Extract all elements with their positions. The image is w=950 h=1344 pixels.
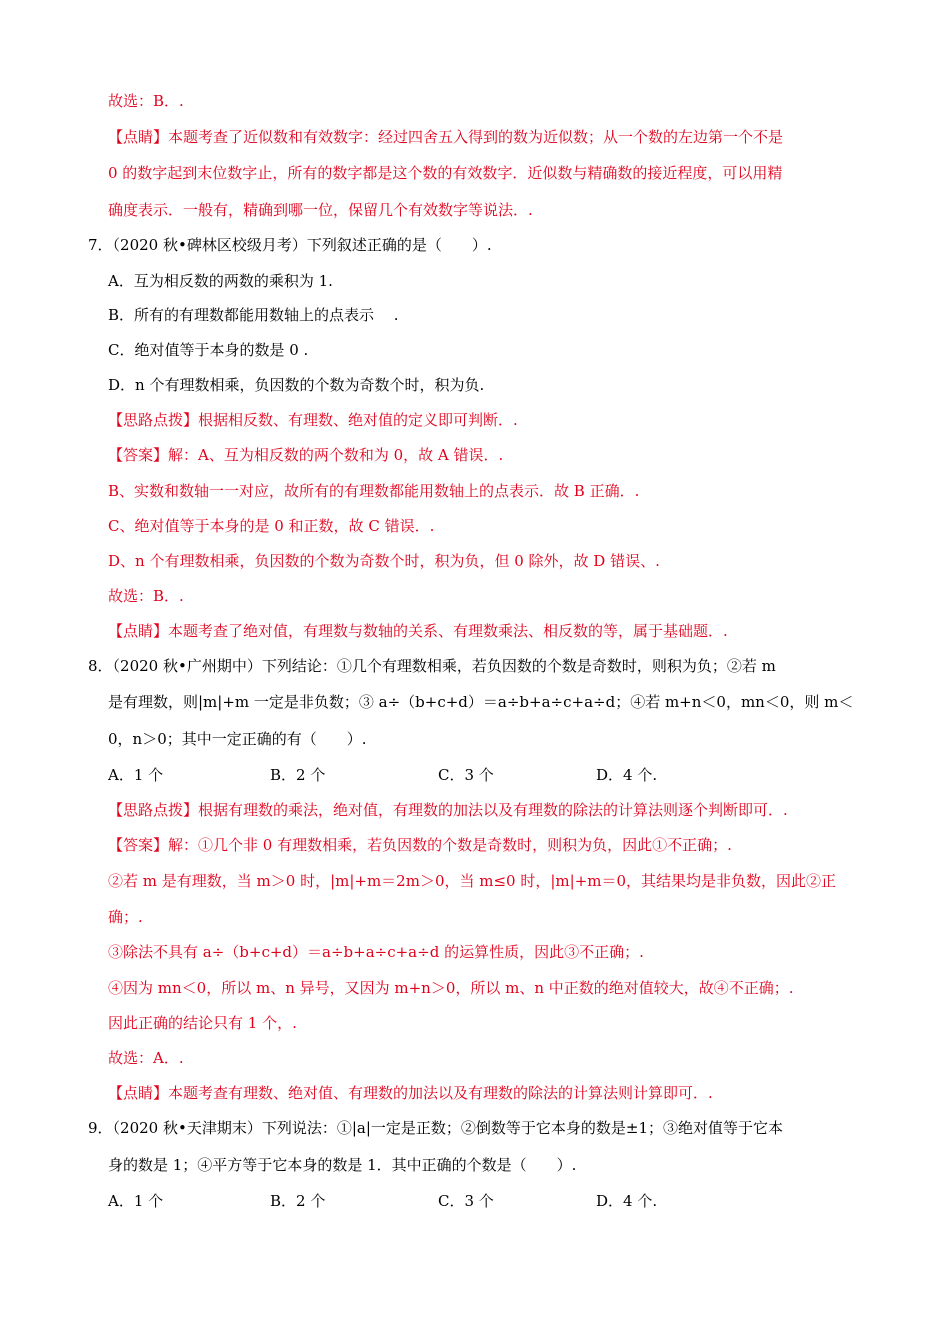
q7-answer-line-5: 故选：B．. xyxy=(108,587,184,605)
q7-hint: 【思路点拨】根据相反数、有理数、绝对值的定义即可判断．. xyxy=(108,411,518,429)
q7-comment: 【点睛】本题考查了绝对值，有理数与数轴的关系、有理数乘法、相反数的等，属于基础题．. xyxy=(108,622,728,640)
q8-stem-line-2: 是有理数，则|m|+m 一定是非负数；③ a÷（b+c+d）＝a÷b+a÷c+a÷d；④若 m+n＜0，mn＜0，则 m＜ xyxy=(108,693,854,711)
q7-option-d: D．n 个有理数相乘，负因数的个数为奇数个时，积为负. xyxy=(108,376,485,394)
q8-option-b: B．2 个 xyxy=(270,766,326,784)
q8-option-d: D．4 个. xyxy=(596,766,658,784)
q6-comment-line-1: 【点睛】本题考查了近似数和有效数字：经过四舍五入得到的数为近似数；从一个数的左边第一个不是 xyxy=(108,128,784,146)
q8-answer-line-7: 故选：A．. xyxy=(108,1049,184,1067)
q7-option-c: C．绝对值等于本身的数是 0 . xyxy=(108,341,309,359)
q8-option-a: A．1 个 xyxy=(108,766,164,784)
q9-stem-line-1: 9．（2020 秋•天津期末）下列说法：①|a|一定是正数；②倒数等于它本身的数是±1；③绝对值等于它本 xyxy=(88,1119,783,1137)
q7-option-b: B．所有的有理数都能用数轴上的点表示 . xyxy=(108,306,399,324)
q9-option-a: A．1 个 xyxy=(108,1192,164,1210)
q8-answer-line-2: ②若 m 是有理数，当 m＞0 时，|m|+m＝2m＞0，当 m≤0 时，|m|+m＝0，其结果均是非负数，因此②正 xyxy=(108,872,837,890)
q8-answer-line-5: ④因为 mn＜0，所以 m、n 异号，又因为 m+n＞0，所以 m、n 中正数的绝对值较大，故④不正确；. xyxy=(108,979,794,997)
q7-option-a: A．互为相反数的两数的乘积为 1. xyxy=(108,272,333,290)
q6-answer-line: 故选：B．. xyxy=(108,92,184,110)
q8-stem-line-3: 0，n＞0；其中一定正确的有（ ）. xyxy=(108,730,367,748)
q8-stem-line-1: 8．（2020 秋•广州期中）下列结论：①几个有理数相乘，若负因数的个数是奇数时，则积为负；②若 m xyxy=(88,657,776,675)
q8-hint: 【思路点拨】根据有理数的乘法，绝对值，有理数的加法以及有理数的除法的计算法则逐个判断即可．. xyxy=(108,801,788,819)
q8-comment: 【点睛】本题考查有理数、绝对值、有理数的加法以及有理数的除法的计算法则计算即可．. xyxy=(108,1084,713,1102)
q8-answer-line-1: 【答案】解：①几个非 0 有理数相乘，若负因数的个数是奇数时，则积为负，因此①不正确；. xyxy=(108,836,732,854)
q7-answer-line-3: C、绝对值等于本身的是 0 和正数，故 C 错误．. xyxy=(108,517,435,535)
q8-answer-line-4: ③除法不具有 a÷（b+c+d）＝a÷b+a÷c+a÷d 的运算性质，因此③不正确；. xyxy=(108,943,644,961)
q7-answer-line-1: 【答案】解：A、互为相反数的两个数和为 0，故 A 错误．. xyxy=(108,446,504,464)
q8-answer-line-3: 确；. xyxy=(108,908,143,926)
q7-answer-line-2: B、实数和数轴一一对应，故所有的有理数都能用数轴上的点表示．故 B 正确．. xyxy=(108,482,640,500)
q8-answer-line-6: 因此正确的结论只有 1 个，. xyxy=(108,1014,297,1032)
q8-option-c: C．3 个 xyxy=(438,766,494,784)
q9-option-b: B．2 个 xyxy=(270,1192,326,1210)
q9-option-d: D．4 个. xyxy=(596,1192,658,1210)
q6-comment-line-3: 确度表示．一般有，精确到哪一位，保留几个有效数字等说法．. xyxy=(108,201,533,219)
q9-option-c: C．3 个 xyxy=(438,1192,494,1210)
q6-comment-line-2: 0 的数字起到末位数字止，所有的数字都是这个数的有效数字．近似数与精确数的接近程度，可以用精 xyxy=(108,164,783,182)
q7-answer-line-4: D、n 个有理数相乘，负因数的个数为奇数个时，积为负，但 0 除外，故 D 错误、. xyxy=(108,552,660,570)
q7-stem: 7．（2020 秋•碑林区校级月考）下列叙述正确的是（ ）. xyxy=(88,236,492,254)
q9-stem-line-2: 身的数是 1；④平方等于它本身的数是 1．其中正确的个数是（ ）. xyxy=(108,1156,577,1174)
